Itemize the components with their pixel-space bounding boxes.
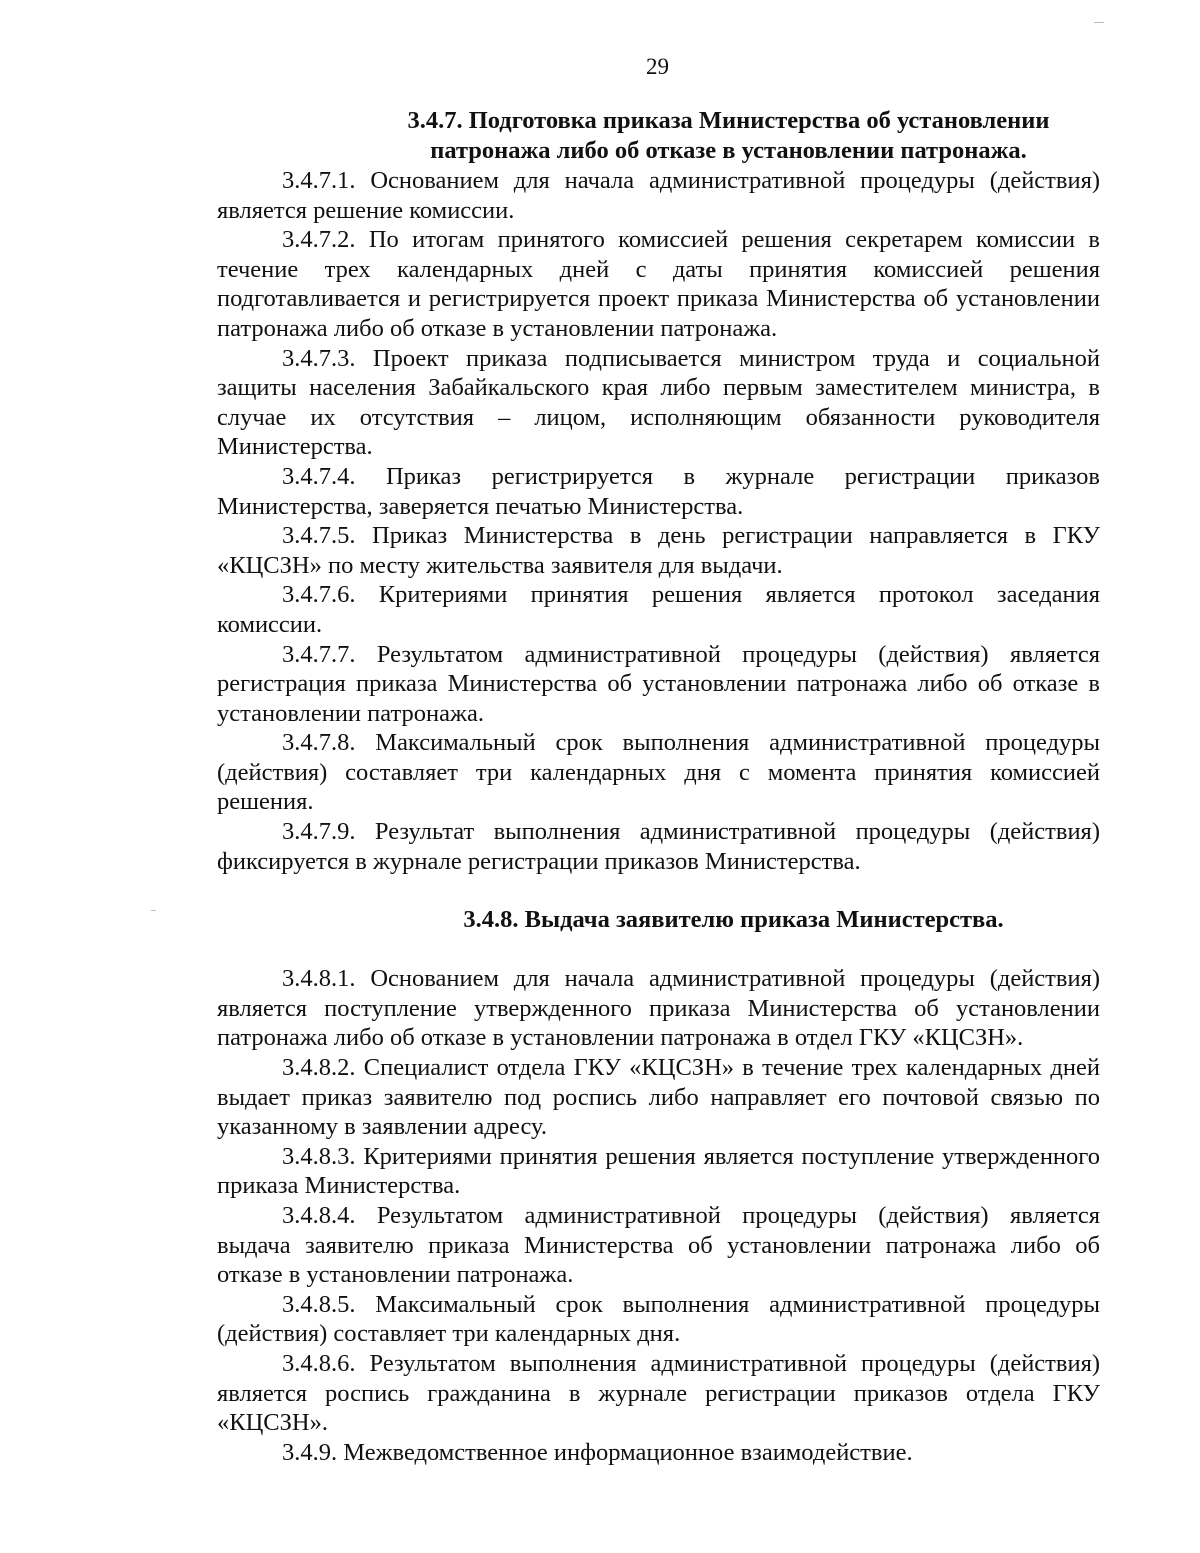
paragraph-3-4-8-6: 3.4.8.6. Результатом выполнения административной процедуры (действия) является роспись гражданина в журнале регистрации приказов отдела ГКУ «КЦСЗН». [217, 1349, 1100, 1437]
paragraph-3-4-8-5: 3.4.8.5. Максимальный срок выполнения административной процедуры (действия) составляет три календарных дня. [217, 1290, 1100, 1348]
paragraph-3-4-7-3: 3.4.7.3. Проект приказа подписывается министром труда и социальной защиты населения Забайкальского края либо первым заместителем министра, в случае их отсутствия – лицом, исполняющим обязанности руководителя Министерства. [217, 344, 1100, 461]
section-heading-3-4-8: 3.4.8. Выдача заявителю приказа Министерства. [463, 906, 1004, 934]
section-heading-3-4-7: 3.4.7. Подготовка приказа Министерства об установлении патронажа либо об отказе в установлении патронажа. [407, 107, 1050, 164]
paragraph-3-4-7-8: 3.4.7.8. Максимальный срок выполнения административной процедуры (действия) составляет три календарных дня с момента принятия комиссией решения. [217, 729, 1100, 816]
document-body [217, 106, 1100, 1467]
scan-mark [151, 910, 156, 911]
paragraph-3-4-8-1: 3.4.8.1. Основанием для начала административной процедуры (действия) является поступление утвержденного приказа Министерства об установлении патронажа либо об отказе в установлении патронажа в отдел ГКУ «КЦСЗН». [217, 965, 1100, 1052]
scan-mark [1094, 22, 1104, 23]
page-number: 29 [646, 54, 669, 79]
paragraph-3-4-7-2: 3.4.7.2. По итогам принятого комиссией решения секретарем комиссии в течение трех календарных дней с даты принятия комиссией решения подготавливается и регистрируется проект приказа Министерства об установлении патронажа либо об отказе в установлении патронажа. [217, 226, 1100, 342]
paragraph-3-4-7-1: 3.4.7.1. Основанием для начала административной процедуры (действия) является решение комиссии. [217, 167, 1100, 224]
paragraph-3-4-9: 3.4.9. Межведомственное информационное взаимодействие. [282, 1438, 913, 1466]
paragraph-3-4-7-5: 3.4.7.5. Приказ Министерства в день регистрации направляется в ГКУ «КЦСЗН» по месту жительства заявителя для выдачи. [217, 522, 1100, 579]
paragraph-3-4-7-9: 3.4.7.9. Результат выполнения административной процедуры (действия) фиксируется в журнале регистрации приказов Министерства. [217, 818, 1100, 875]
paragraph-3-4-7-7: 3.4.7.7. Результатом административной процедуры (действия) является регистрация приказа Министерства об установлении патронажа либо об отказе в установлении патронажа. [217, 640, 1100, 727]
paragraph-3-4-8-3: 3.4.8.3. Критериями принятия решения является поступление утвержденного приказа Министерства. [217, 1142, 1100, 1200]
paragraph-3-4-8-4: 3.4.8.4. Результатом административной процедуры (действия) является выдача заявителю приказа Министерства об установлении патронажа либо об отказе в установлении патронажа. [217, 1202, 1100, 1289]
paragraph-3-4-7-4: 3.4.7.4. Приказ регистрируется в журнале регистрации приказов Министерства, заверяется печатью Министерства. [217, 462, 1100, 520]
paragraph-3-4-8-2: 3.4.8.2. Специалист отдела ГКУ «КЦСЗН» в течение трех календарных дней выдает приказ заявителю под роспись либо направляет его почтовой связью по указанному в заявлении адресу. [217, 1054, 1100, 1141]
paragraph-3-4-7-6: 3.4.7.6. Критериями принятия решения является протокол заседания комиссии. [217, 581, 1100, 638]
